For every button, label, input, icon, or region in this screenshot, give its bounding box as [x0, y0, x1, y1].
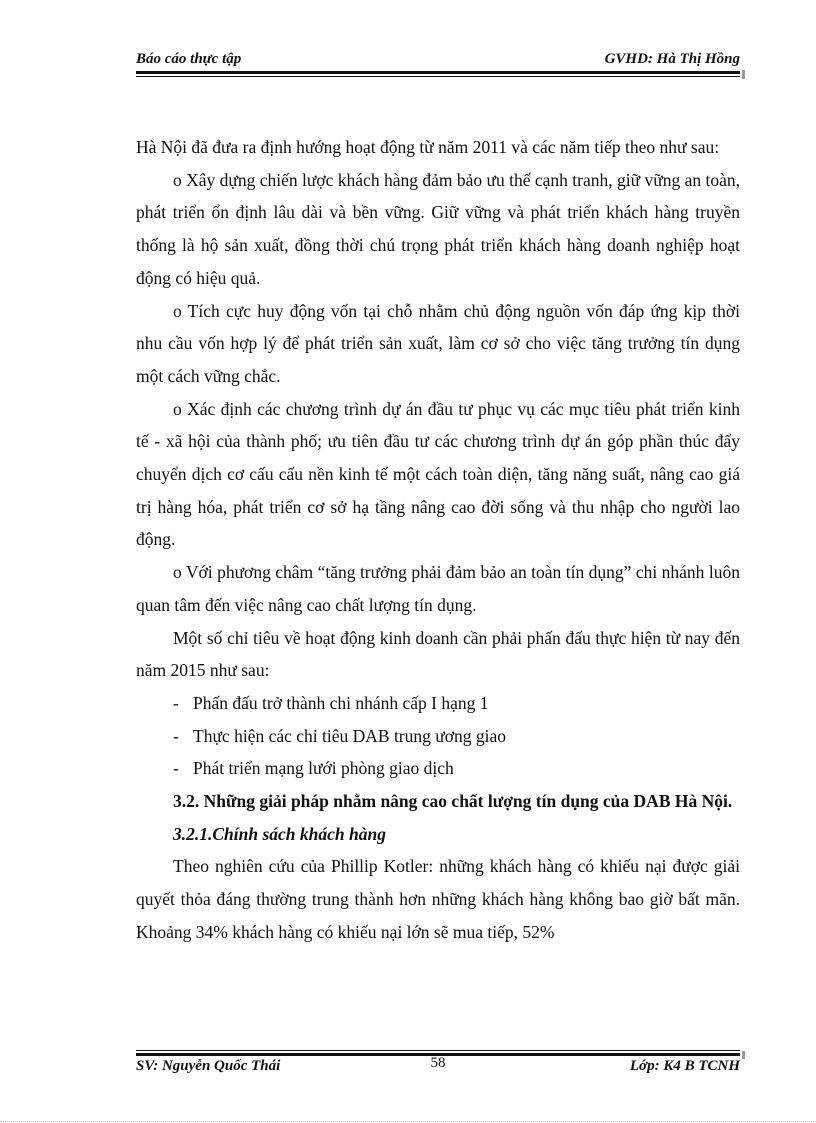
- page-number: 58: [430, 1055, 446, 1071]
- header-shadow: [742, 70, 745, 79]
- footer-rule-thin: [136, 1050, 740, 1051]
- list-item-text: Phấn đấu trở thành chi nhánh cấp I hạng 1: [193, 692, 489, 713]
- header-rule-thick: [136, 71, 740, 74]
- page-header: [136, 50, 740, 72]
- page-footer: [136, 1057, 740, 1079]
- paragraph-capital-mobilization: o Tích cực huy động vốn tại chỗ nhằm chủ động nguồn vốn đáp ứng kịp thời nhu cầu vốn hợp lý để phát triển sản xuất, làm cơ sở cho việc tăng trưởng tín dụng một cách vững chắc.: [136, 300, 740, 386]
- section-heading: 3.2. Những giải pháp nhằm nâng cao chất lượng tín dụng của DAB Hà Nội.: [173, 791, 733, 812]
- bullet-dash: -: [173, 692, 179, 713]
- header-report-title: Báo cáo thực tập: [136, 51, 242, 67]
- body-content: [136, 131, 740, 949]
- page-bottom-edge: [0, 1121, 816, 1122]
- paragraph-kotler-research: Theo nghiên cứu của Phillip Kotler: những khách hàng có khiếu nại được giải quyết thỏa đáng thường trung thành hơn những khách hàng không bao giờ bất mãn. Khoảng 34% khách hàng có khiếu nại lớn sẽ mua tiếp, 52%: [136, 856, 740, 942]
- header-supervisor: GVHD: Hà Thị Hồng: [604, 51, 740, 67]
- subsection-heading: 3.2.1.Chính sách khách hàng: [173, 823, 386, 844]
- bullet-dash: -: [173, 758, 179, 779]
- paragraph-credit-safety: o Với phương châm “tăng trưởng phải đảm bảo an toàn tín dụng” chi nhánh luôn quan tâm đến việc nâng cao chất lượng tín dụng.: [136, 562, 740, 615]
- list-item-text: Phát triển mạng lưới phòng giao dịch: [193, 758, 454, 779]
- bullet-dash: -: [173, 725, 179, 746]
- paragraph-customer-strategy: o Xây dựng chiến lược khách hàng đảm bảo ưu thế cạnh tranh, giữ vững an toàn, phát triển ổn định lâu dài và bền vững. Giữ vững và phát triển khách hàng truyền thống là hộ sản xuất, đồng thời chú trọng phát triển khách hàng doanh nghiệp hoạt động có hiệu quả.: [136, 169, 740, 288]
- paragraph-targets: Một số chỉ tiêu về hoạt động kinh doanh cần phải phấn đấu thực hiện từ nay đến năm 2015 như sau:: [136, 627, 740, 681]
- paragraph-intro: Hà Nội đã đưa ra định hướng hoạt động từ năm 2011 và các năm tiếp theo như sau:: [136, 137, 720, 157]
- paragraph-investment-programs: o Xác định các chương trình dự án đầu tư phục vụ các mục tiêu phát triển kinh tế - xã hội của thành phố; ưu tiên đầu tư các chương trình dự án góp phần thúc đẩy chuyển dịch cơ cấu cấu nền kinh tế một cách toàn diện, tăng năng suất, nâng cao giá trị hàng hóa, phát triển cơ sở hạ tầng nâng cao đời sống và thu nhập cho người lao động.: [136, 398, 740, 550]
- list-item: [136, 687, 740, 720]
- list-item-text: Thực hiện các chỉ tiêu DAB trung ương giao: [193, 725, 507, 746]
- list-item: [136, 720, 740, 753]
- footer-shadow: [742, 1051, 745, 1059]
- list-item: [136, 752, 740, 785]
- header-rule-thin: [136, 76, 740, 77]
- footer-class: Lớp: K4 B TCNH: [629, 1058, 740, 1074]
- footer-student: SV: Nguyễn Quốc Thái: [136, 1058, 281, 1074]
